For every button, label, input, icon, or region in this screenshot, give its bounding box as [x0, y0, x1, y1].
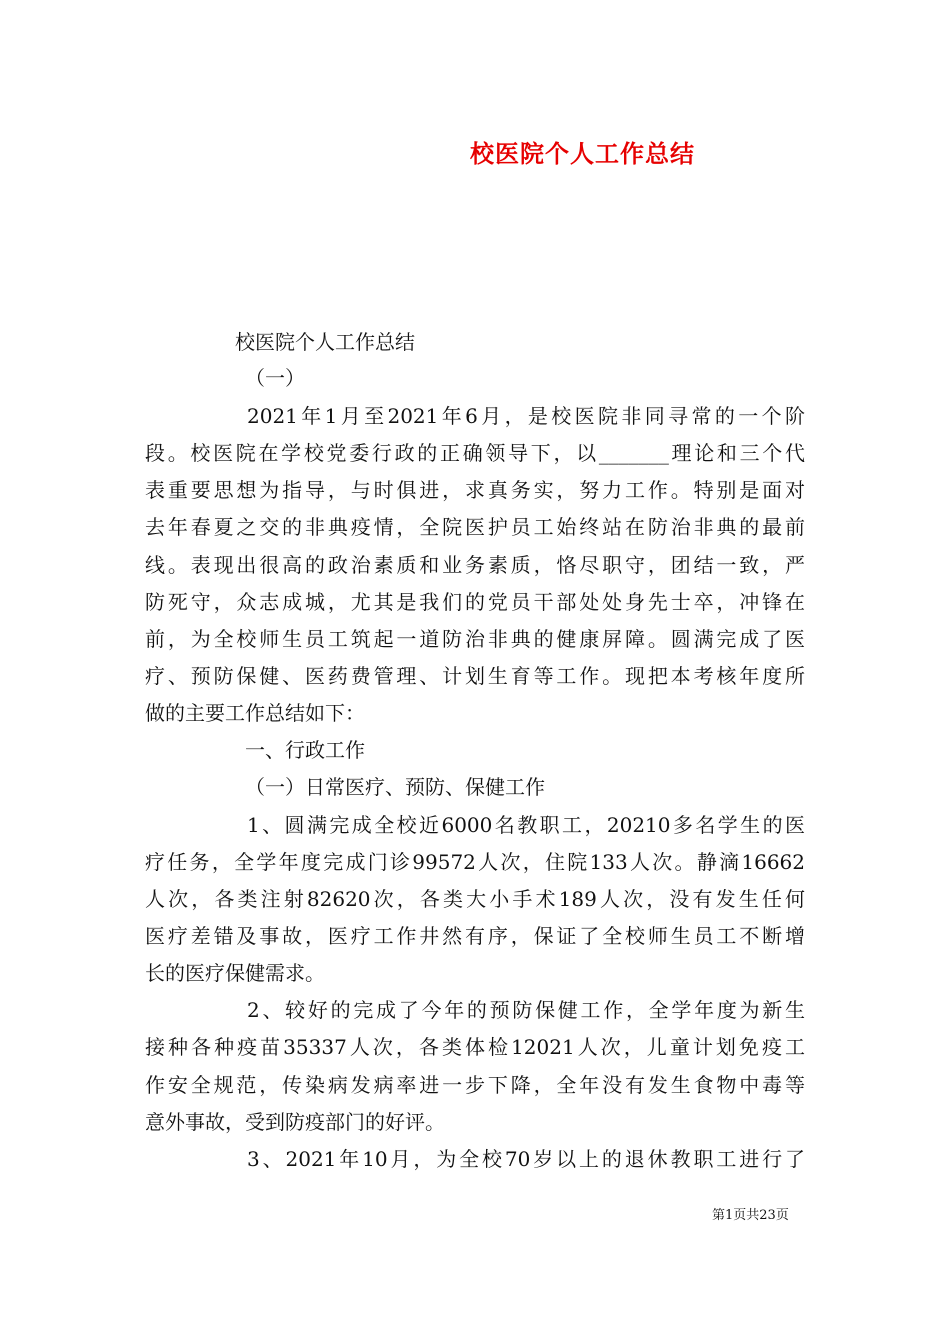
section-heading: （一）日常医疗、预防、保健工作 — [245, 775, 545, 800]
text-line: 防死守，众志成城，尤其是我们的党员干部处处身先士卒，冲锋在 — [145, 589, 805, 614]
text-line: 表重要思想为指导，与时俱进，求真务实，努力工作。特别是面对 — [145, 478, 805, 503]
text-line: 人次，各类注射82620次，各类大小手术189人次，没有发生任何 — [145, 886, 805, 911]
text-line: 2021年1月至2021年6月，是校医院非同寻常的一个阶 — [247, 404, 805, 428]
section-heading: 一、行政工作 — [245, 738, 365, 763]
text-line: 接种各种疫苗35337人次，各类体检12021人次，儿童计划免疫工 — [145, 1035, 805, 1060]
document-subtitle: 校医院个人工作总结 — [235, 330, 415, 354]
text-line: 1、圆满完成全校近6000名教职工，20210多名学生的医 — [247, 812, 805, 837]
document-title: 校医院个人工作总结 — [470, 139, 695, 168]
text-line: 疗任务，全学年度完成门诊99572人次，住院133人次。静滴16662 — [145, 849, 805, 874]
document-body — [145, 398, 805, 1178]
text-line: 医疗差错及事故，医疗工作井然有序，保证了全校师生员工不断增 — [145, 923, 805, 948]
section-marker: （一） — [245, 366, 305, 390]
text-line: 疗、预防保健、医药费管理、计划生育等工作。现把本考核年度所 — [145, 663, 805, 688]
text-line: 做的主要工作总结如下： — [145, 701, 365, 726]
text-line: 意外事故，受到防疫部门的好评。 — [145, 1109, 445, 1134]
text-line: 作安全规范，传染病发病率进一步下降，全年没有发生食物中毒等 — [145, 1072, 805, 1097]
text-line: 2、较好的完成了今年的预防保健工作，全学年度为新生 — [247, 998, 805, 1023]
text-line: 3、2021年10月，为全校70岁以上的退休教职工进行了 — [247, 1146, 805, 1171]
text-line: 线。表现出很高的政治素质和业务素质，恪尽职守，团结一致，严 — [145, 552, 805, 577]
text-line: 前，为全校师生员工筑起一道防治非典的健康屏障。圆满完成了医 — [145, 626, 805, 651]
text-line: 长的医疗保健需求。 — [145, 961, 325, 986]
text-line: 段。校医院在学校党委行政的正确领导下，以_______理论和三个代 — [145, 441, 805, 466]
text-line: 去年春夏之交的非典疫情，全院医护员工始终站在防治非典的最前 — [145, 515, 805, 540]
page-footer: 第1页共23页 — [712, 1208, 789, 1223]
